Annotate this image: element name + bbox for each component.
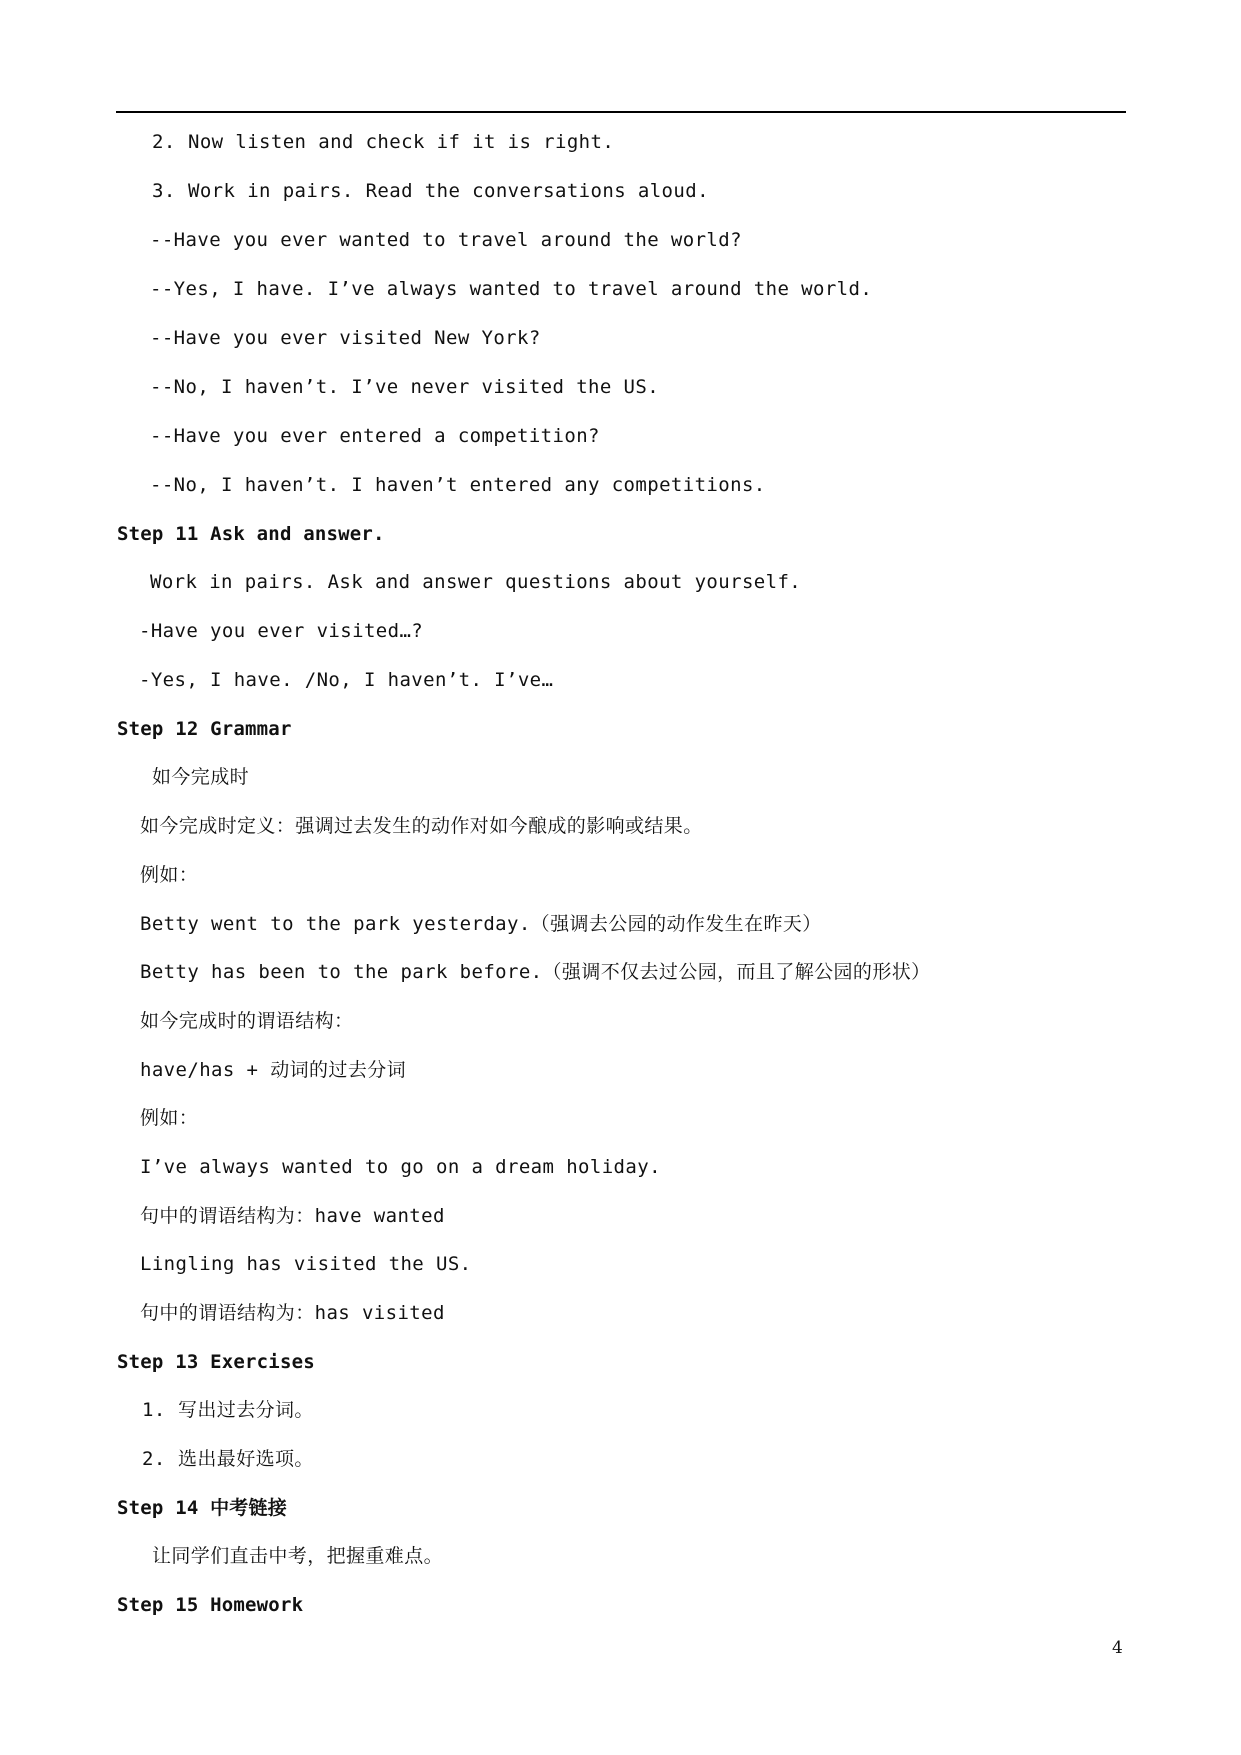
list-number: 1. bbox=[142, 1399, 166, 1421]
paragraph-line: 让同学们直击中考，把握重难点。 bbox=[152, 1545, 444, 1567]
section-heading: Step 11 Ask and answer. bbox=[117, 523, 385, 545]
header-rule bbox=[116, 111, 1126, 113]
list-text: Work in pairs. Read the conversations aloud. bbox=[188, 180, 709, 202]
paragraph-line: I’ve always wanted to go on a dream holiday. bbox=[140, 1156, 661, 1178]
section-heading: Step 12 Grammar bbox=[117, 718, 292, 740]
list-number: 2. bbox=[142, 1448, 166, 1470]
paragraph-line: 句中的谓语结构为：have wanted bbox=[140, 1205, 445, 1227]
section-heading: Step 13 Exercises bbox=[117, 1351, 315, 1373]
dialogue-line: --Have you ever visited New York? bbox=[150, 327, 541, 349]
dialogue-line: --No, I haven’t. I haven’t entered any competitions. bbox=[150, 474, 766, 496]
dialogue-line: --Yes, I have. I’ve always wanted to travel around the world. bbox=[150, 278, 873, 300]
paragraph-line: 如今完成时定义：强调过去发生的动作对如今酿成的影响或结果。 bbox=[140, 815, 703, 837]
dialogue-line: --Have you ever wanted to travel around the world? bbox=[150, 229, 742, 251]
paragraph-line: Lingling has visited the US. bbox=[140, 1253, 472, 1275]
paragraph-line: Betty went to the park yesterday.（强调去公园的动作发生在昨天） bbox=[140, 913, 822, 935]
paragraph-line: 如今完成时 bbox=[152, 766, 250, 788]
list-item bbox=[142, 1398, 314, 1422]
page-number: 4 bbox=[1112, 1638, 1123, 1658]
list-text: 选出最好选项。 bbox=[178, 1448, 314, 1470]
paragraph-line: 句中的谓语结构为：has visited bbox=[140, 1302, 445, 1324]
list-item bbox=[152, 179, 709, 203]
list-text: Now listen and check if it is right. bbox=[188, 131, 615, 153]
paragraph-line: -Yes, I have. /No, I haven’t. I’ve… bbox=[139, 669, 554, 691]
dialogue-line: --Have you ever entered a competition? bbox=[150, 425, 600, 447]
section-heading: Step 14 中考链接 bbox=[117, 1497, 287, 1519]
paragraph-line: 如今完成时的谓语结构： bbox=[140, 1010, 354, 1032]
list-text: 写出过去分词。 bbox=[178, 1399, 314, 1421]
paragraph-line: Betty has been to the park before.（强调不仅去过公园，而且了解公园的形状） bbox=[140, 961, 931, 983]
list-item bbox=[152, 130, 614, 154]
list-item bbox=[142, 1447, 314, 1471]
paragraph-line: 例如： bbox=[140, 864, 199, 886]
paragraph-line: have/has + 动词的过去分词 bbox=[140, 1059, 407, 1081]
section-heading: Step 15 Homework bbox=[117, 1594, 304, 1616]
paragraph-line: -Have you ever visited…? bbox=[139, 620, 424, 642]
dialogue-line: --No, I haven’t. I’ve never visited the US. bbox=[150, 376, 660, 398]
paragraph-line: 例如： bbox=[140, 1107, 199, 1129]
list-number: 2. bbox=[152, 131, 176, 153]
list-number: 3. bbox=[152, 180, 176, 202]
paragraph-line: Work in pairs. Ask and answer questions about yourself. bbox=[150, 571, 802, 593]
